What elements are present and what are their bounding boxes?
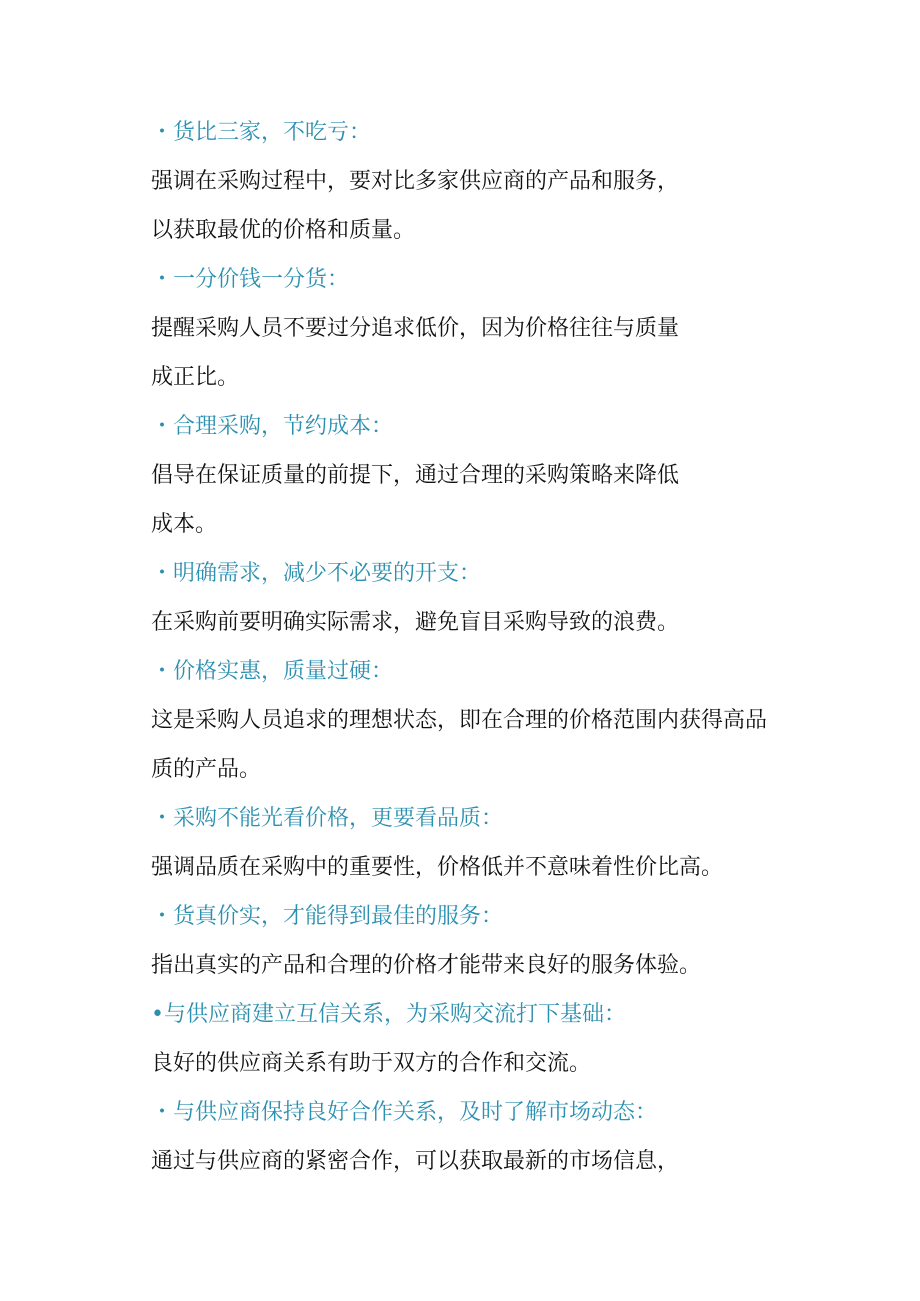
body-line: 指出真实的产品和合理的价格才能带来良好的服务体验。	[151, 953, 702, 978]
heading-line: ・明确需求，减少不必要的开支：	[151, 561, 482, 586]
document-content	[151, 108, 891, 1186]
body-line: 倡导在保证质量的前提下，通过合理的采购策略来降低	[151, 463, 680, 488]
heading-line: ・采购不能光看价格，更要看品质：	[151, 806, 504, 831]
body-line: 成正比。	[151, 365, 240, 390]
body-line: 强调在采购过程中，要对比多家供应商的产品和服务，	[151, 169, 680, 194]
body-line: 良好的供应商关系有助于双方的合作和交流。	[151, 1051, 592, 1076]
heading-line: ・货真价实，才能得到最佳的服务：	[151, 904, 504, 929]
body-line: 提醒采购人员不要过分追求低价，因为价格往往与质量	[151, 316, 680, 341]
body-line: 质的产品。	[151, 757, 262, 782]
heading-line: ・货比三家，不吃亏：	[151, 120, 372, 145]
heading-line: •与供应商建立互信关系，为采购交流打下基础：	[151, 1002, 626, 1027]
heading-line: ・与供应商保持良好合作关系，及时了解市场动态：	[151, 1100, 658, 1125]
heading-line: ・一分价钱一分货：	[151, 267, 350, 292]
body-line: 在采购前要明确实际需求，避免盲目采购导致的浪费。	[151, 610, 680, 635]
heading-line: ・价格实惠，质量过硬：	[151, 659, 394, 684]
body-line: 通过与供应商的紧密合作，可以获取最新的市场信息，	[151, 1149, 680, 1174]
heading-line: ・合理采购，节约成本：	[151, 414, 394, 439]
body-line: 成本。	[151, 512, 218, 537]
body-line: 以获取最优的价格和质量。	[151, 218, 416, 243]
body-line: 这是采购人员追求的理想状态，即在合理的价格范围内获得高品	[151, 708, 768, 733]
body-line: 强调品质在采购中的重要性，价格低并不意味着性价比高。	[151, 855, 724, 880]
